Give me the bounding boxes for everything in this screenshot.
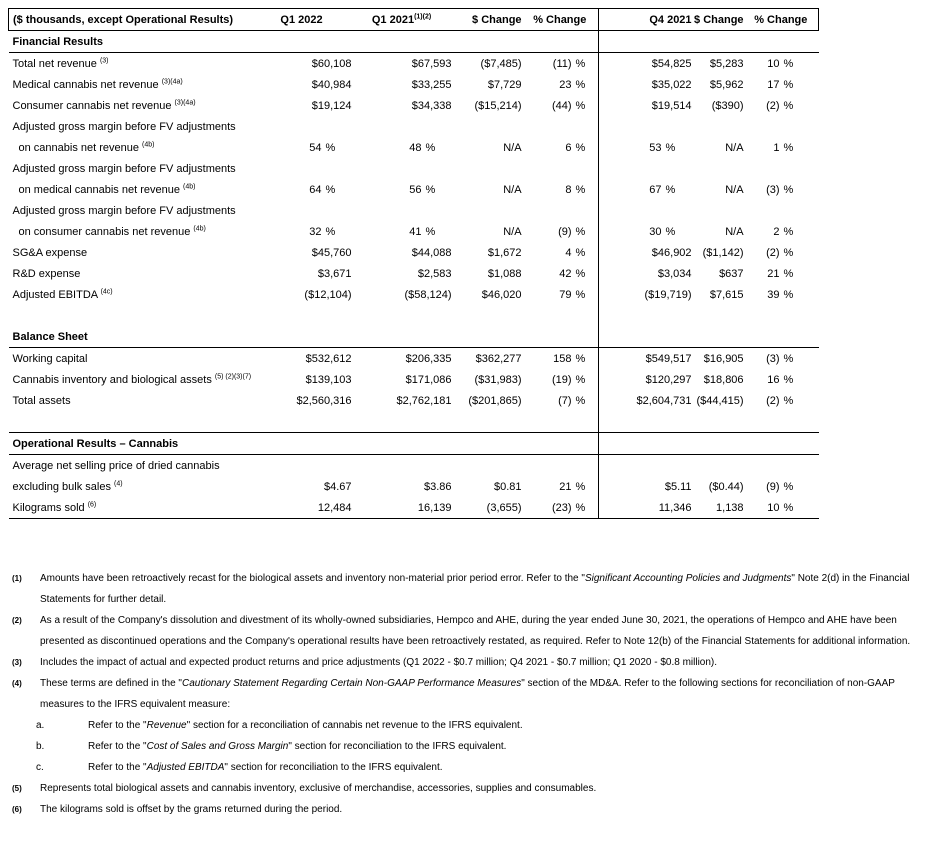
table-row (9, 476, 819, 497)
row-label: Total assets (12, 394, 71, 407)
value-q4-2021: 11,346 (599, 497, 692, 519)
footnote-2 (8, 610, 933, 652)
table-row (9, 95, 819, 116)
cell (9, 305, 572, 326)
value-q1-2022: $45,760 (311, 246, 352, 259)
sub-text: Refer to the "Adjusted EBITDA" section for reconciliation to the IFRS equivalent. (88, 762, 443, 773)
value-pct-change-2: (2) (766, 394, 780, 407)
footnote-marker: (2) (12, 616, 22, 625)
row-label: on cannabis net revenue $^{(4b)}$ (18, 140, 155, 154)
financial-table-container (8, 8, 818, 519)
value-q4-2021: 53 (649, 141, 662, 154)
value-pct-change: (7) (558, 394, 572, 407)
value-q4-2021: 30 (649, 225, 662, 238)
percent-sign: % (425, 225, 436, 238)
row-label: on consumer cannabis net revenue $^{(4b)}$ (18, 224, 206, 238)
percent-sign: % (783, 183, 794, 196)
value-dollar-change-2: ($44,415) (696, 394, 744, 407)
percent-sign: % (572, 369, 599, 390)
percent-sign: % (783, 246, 794, 259)
cell (599, 305, 819, 326)
footnotes (8, 568, 933, 820)
value-q4-2021: $35,022 (651, 78, 692, 91)
value-q1-2022: $4.67 (323, 480, 352, 493)
value-pct-change-2: 39 (767, 288, 780, 301)
row-label: SG&A expense (12, 246, 88, 259)
value-pct-change-2: (2) (766, 99, 780, 112)
percent-sign: % (572, 390, 599, 411)
table-row (9, 200, 819, 221)
percent-sign: % (783, 57, 794, 70)
row-label: Adjusted gross margin before FV adjustments (12, 162, 236, 175)
header-dollar-change-2: $ Change (692, 9, 744, 31)
value-q1-2022: ($12,104) (304, 288, 352, 301)
value-pct-change-2: 10 (744, 497, 780, 519)
row-label: R&D expense (12, 267, 81, 280)
footnote-4c (8, 757, 933, 778)
section-operational-results (9, 433, 819, 455)
footnote-4b (8, 736, 933, 757)
percent-sign: % (783, 78, 794, 91)
percent-sign: % (783, 352, 794, 365)
value-dollar-change: $46,020 (481, 288, 522, 301)
value-q1-2021: $3.86 (424, 480, 452, 493)
value-q1-2022: $532,612 (305, 352, 352, 365)
value-dollar-change: (3,655) (452, 497, 522, 519)
section-balance-sheet (9, 326, 819, 348)
footnote-text: The kilograms sold is offset by the grams returned during the period. (40, 804, 343, 815)
percent-sign: % (783, 480, 794, 493)
cell (572, 116, 599, 137)
cell (572, 305, 599, 326)
value-q1-2021: 16,139 (352, 497, 452, 519)
footnote-text: Amounts have been retroactively recast for the biological assets and inventory non-material prior period error. Refer to the "Significant Accounting Policies and Judgments" Note 2(d) in the Financial Statements for further detail. (40, 573, 910, 605)
value-q1-2021: $206,335 (405, 352, 452, 365)
row-label: Medical cannabis net revenue $^{(3)(4a)}$ (12, 77, 183, 91)
value-pct-change: 42 (559, 267, 572, 280)
cell (572, 326, 599, 348)
value-q4-2021: $5.11 (664, 480, 692, 493)
value-q1-2022: $3,671 (317, 267, 352, 280)
percent-sign: % (780, 497, 819, 519)
footnote-6 (8, 799, 933, 820)
percent-sign: % (665, 225, 676, 238)
value-q4-2021: $3,034 (657, 267, 692, 280)
value-q4-2021: $549,517 (645, 352, 692, 365)
value-q1-2022: 32 (309, 225, 322, 238)
cell (599, 200, 819, 221)
table-row (9, 348, 819, 370)
row-label: on medical cannabis net revenue $^{(4b)}$ (18, 182, 196, 196)
value-q1-2021: 41 (409, 225, 422, 238)
value-pct-change-2: 16 (767, 373, 780, 386)
cell (599, 455, 819, 477)
value-q1-2022: 64 (309, 183, 322, 196)
value-pct-change-2: (3) (766, 183, 780, 196)
cell (599, 116, 819, 137)
value-pct-change: 8 (565, 183, 572, 196)
table-row (9, 137, 819, 158)
value-dollar-change-2: $637 (719, 267, 744, 280)
row-label: Adjusted gross margin before FV adjustments (12, 204, 236, 217)
cell (572, 455, 599, 477)
header-dollar-change: $ Change (452, 9, 522, 31)
percent-sign: % (783, 267, 794, 280)
row-label: Average net selling price of dried cannabis (12, 459, 220, 472)
row-label: Cannabis inventory and biological assets $^{(5) (2)(3)(7)}$ (12, 372, 252, 386)
sub-marker: b. (36, 741, 45, 752)
value-dollar-change-2: N/A (725, 141, 744, 154)
row-label: Adjusted EBITDA $^{(4c)}$ (12, 287, 113, 301)
spacer-row (9, 305, 819, 326)
table-row (9, 455, 819, 477)
value-dollar-change-2: N/A (725, 225, 744, 238)
header-pct-change-2: % Change (744, 9, 819, 31)
percent-sign: % (572, 179, 599, 200)
cell (599, 433, 819, 455)
sub-text: Refer to the "Revenue" section for a reconciliation of cannabis net revenue to the IFRS equivalent. (88, 720, 523, 731)
value-dollar-change: N/A (503, 141, 522, 154)
value-dollar-change: ($201,865) (468, 394, 522, 407)
value-q1-2022: 12,484 (252, 497, 352, 519)
value-q1-2022: 54 (309, 141, 322, 154)
value-dollar-change: N/A (503, 183, 522, 196)
value-q1-2021: $2,762,181 (396, 394, 452, 407)
value-pct-change-2: 17 (767, 78, 780, 91)
value-q4-2021: $19,514 (651, 99, 692, 112)
percent-sign: % (783, 225, 794, 238)
footnote-marker: (4) (12, 679, 22, 688)
footnote-3 (8, 652, 933, 673)
percent-sign: % (783, 288, 794, 301)
value-q1-2021: 56 (409, 183, 422, 196)
percent-sign: % (425, 183, 436, 196)
percent-sign: % (572, 137, 599, 158)
value-dollar-change-2: 1,138 (692, 497, 744, 519)
footnote-marker: (1) (12, 574, 22, 583)
table-row (9, 179, 819, 200)
value-pct-change-2: (3) (766, 352, 780, 365)
table-row (9, 158, 819, 179)
value-pct-change: 158 (553, 352, 572, 365)
value-dollar-change-2: ($0.44) (708, 480, 744, 493)
header-q4-2021: Q4 2021 (599, 9, 692, 31)
cell (572, 31, 599, 53)
value-pct-change-2: (2) (766, 246, 780, 259)
cell (572, 158, 599, 179)
cell (599, 326, 819, 348)
percent-sign: % (572, 74, 599, 95)
value-q4-2021: $54,825 (651, 57, 692, 70)
percent-sign: % (572, 348, 599, 370)
value-q4-2021: ($19,719) (644, 288, 692, 301)
footnote-marker: (3) (12, 658, 22, 667)
value-dollar-change-2: N/A (725, 183, 744, 196)
value-pct-change-2: 2 (773, 225, 780, 238)
section-financial-results (9, 31, 819, 53)
value-q1-2022: $2,560,316 (296, 394, 352, 407)
value-q4-2021: $120,297 (645, 373, 692, 386)
footnote-5 (8, 778, 933, 799)
table-row (9, 221, 819, 242)
percent-sign: % (325, 225, 336, 238)
footnote-text: Includes the impact of actual and expected product returns and price adjustments (Q1 2022 - $0.7 million; Q4 2021 - $0.7 million; Q1 2020 - $0.8 million). (40, 657, 718, 668)
value-q1-2022: $19,124 (311, 99, 352, 112)
value-q1-2021: $67,593 (411, 57, 452, 70)
value-dollar-change-2: $5,962 (709, 78, 744, 91)
sub-marker: c. (36, 762, 44, 773)
spacer-row (9, 411, 819, 433)
footnote-text: Represents total biological assets and cannabis inventory, exclusive of merchandise, accessories, supplies and consumables. (40, 783, 597, 794)
percent-sign: % (572, 263, 599, 284)
value-pct-change-2: 21 (767, 267, 780, 280)
value-dollar-change: $1,088 (487, 267, 522, 280)
value-dollar-change-2: $18,806 (703, 373, 744, 386)
financial-table (8, 8, 819, 519)
cell (599, 31, 819, 53)
section-title: Operational Results – Cannabis (9, 433, 572, 455)
value-pct-change: (19) (551, 373, 572, 386)
value-q4-2021: 67 (649, 183, 662, 196)
value-q1-2022: $60,108 (311, 57, 352, 70)
value-pct-change: 4 (565, 246, 572, 259)
value-q1-2021: $33,255 (411, 78, 452, 91)
value-q1-2021: 48 (409, 141, 422, 154)
percent-sign: % (572, 284, 599, 305)
percent-sign: % (783, 394, 794, 407)
row-label: excluding bulk sales $^{(4)}$ (12, 479, 123, 493)
header-label: ($ thousands, except Operational Results) (9, 9, 252, 31)
table-row (9, 53, 819, 75)
footnote-4 (8, 673, 933, 715)
value-pct-change: 6 (565, 141, 572, 154)
row-label: Total net revenue $^{(3)}$ (12, 56, 109, 70)
cell (9, 411, 572, 433)
value-q1-2021: $171,086 (405, 373, 452, 386)
sub-text: Refer to the "Cost of Sales and Gross Margin" section for reconciliation to the IFRS equivalent. (88, 741, 507, 752)
percent-sign: % (572, 497, 599, 519)
value-q1-2021: $2,583 (417, 267, 452, 280)
cell (572, 200, 599, 221)
value-q1-2021: ($58,124) (404, 288, 452, 301)
value-pct-change: 23 (559, 78, 572, 91)
sub-marker: a. (36, 720, 45, 731)
footnote-1 (8, 568, 933, 610)
value-pct-change: 21 (559, 480, 572, 493)
percent-sign: % (783, 99, 794, 112)
cell (599, 411, 819, 433)
footnote-4a (8, 715, 933, 736)
value-q1-2022: $139,103 (305, 373, 352, 386)
table-row (9, 242, 819, 263)
percent-sign: % (325, 183, 336, 196)
value-q1-2021: $44,088 (411, 246, 452, 259)
percent-sign: % (665, 141, 676, 154)
value-dollar-change-2: $7,615 (709, 288, 744, 301)
value-pct-change-2: (9) (766, 480, 780, 493)
row-label: Kilograms sold $^{(6)}$ (9, 497, 252, 519)
value-dollar-change: ($15,214) (474, 99, 522, 112)
header-row (9, 9, 819, 31)
table-row (9, 497, 819, 519)
percent-sign: % (572, 221, 599, 242)
cell (599, 158, 819, 179)
footnote-marker: (5) (12, 784, 22, 793)
value-dollar-change: ($31,983) (474, 373, 522, 386)
table-row (9, 284, 819, 305)
row-label: Working capital (12, 352, 88, 365)
cell (572, 411, 599, 433)
value-dollar-change-2: $16,905 (703, 352, 744, 365)
value-q1-2021: $34,338 (411, 99, 452, 112)
header-pct-change: % Change (522, 9, 599, 31)
percent-sign: % (325, 141, 336, 154)
percent-sign: % (665, 183, 676, 196)
header-q1-2021: Q1 $2021^{(1)(2)}$ (352, 9, 452, 31)
value-dollar-change: $362,277 (475, 352, 522, 365)
footnote-marker: (6) (12, 805, 22, 814)
section-title: Financial Results (9, 31, 572, 53)
value-dollar-change-2: ($1,142) (702, 246, 744, 259)
value-q4-2021: $2,604,731 (636, 394, 692, 407)
value-pct-change: (9) (558, 225, 572, 238)
row-label: Consumer cannabis net revenue $^{(3)(4a)}$ (12, 98, 196, 112)
table-row (9, 390, 819, 411)
table-row (9, 369, 819, 390)
value-dollar-change: N/A (503, 225, 522, 238)
value-pct-change-2: 1 (773, 141, 780, 154)
percent-sign: % (572, 242, 599, 263)
value-q1-2022: $40,984 (311, 78, 352, 91)
value-dollar-change-2: ($390) (711, 99, 744, 112)
table-row (9, 116, 819, 137)
table-row (9, 263, 819, 284)
value-dollar-change: ($7,485) (480, 57, 522, 70)
value-pct-change: 79 (559, 288, 572, 301)
percent-sign: % (783, 373, 794, 386)
footnote-text: As a result of the Company's dissolution and divestment of its wholly-owned subsidiaries, Hempco and AHE, during the year ended June 30, 2021, the operations of Hempco and AHE have been presented as discontinued operations and the Company's operational results have been retroactively restated, as required. Refer to Note 12(b) of the Financial Statements for additional information. (40, 615, 911, 647)
footnote-text: These terms are defined in the "Cautionary Statement Regarding Certain Non-GAAP Performance Measures" section of the MD&A. Refer to the following sections for reconciliation of non-GAAP measures to the IFRS equivalent measure: (40, 678, 895, 710)
value-pct-change: (11) (552, 57, 572, 70)
value-pct-change: (44) (551, 99, 572, 112)
percent-sign: % (572, 53, 599, 75)
header-q1-2022: Q1 2022 (252, 9, 352, 31)
value-pct-change: (23) (522, 497, 572, 519)
percent-sign: % (425, 141, 436, 154)
percent-sign: % (783, 141, 794, 154)
value-dollar-change-2: $5,283 (709, 57, 744, 70)
value-pct-change-2: 10 (767, 57, 780, 70)
value-dollar-change: $7,729 (487, 78, 522, 91)
value-dollar-change: $1,672 (487, 246, 522, 259)
value-dollar-change: $0.81 (494, 480, 522, 493)
section-title: Balance Sheet (9, 326, 572, 348)
cell (572, 433, 599, 455)
table-row (9, 74, 819, 95)
percent-sign: % (572, 476, 599, 497)
percent-sign: % (572, 95, 599, 116)
row-label: Adjusted gross margin before FV adjustments (12, 120, 236, 133)
value-q4-2021: $46,902 (651, 246, 692, 259)
